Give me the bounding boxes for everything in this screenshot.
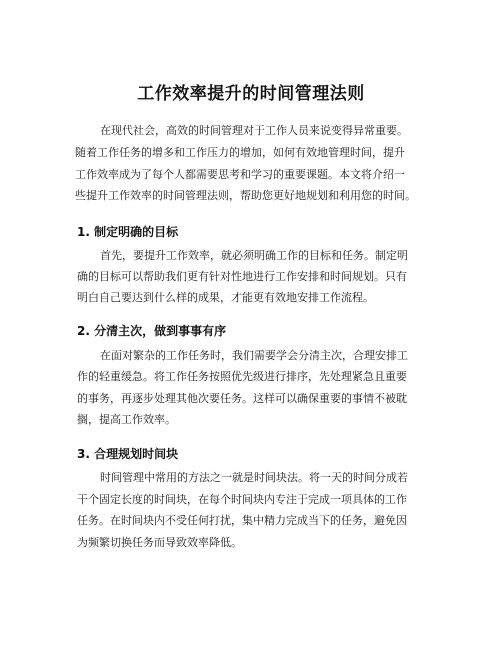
section-2-line-3: 的事务，再逐步处理其他次要任务。这样可以确保重要的事情不被耽 (77, 392, 407, 405)
document-title: 工作效率提升的时间管理法则 (137, 84, 365, 104)
section-2-line-2: 作的轻重缓急。将工作任务按照优先级进行排序，先处理紧急且重要 (77, 370, 407, 383)
section-3-line-3: 任务。在时间块内不受任何打扰，集中精力完成当下的任务，避免因 (77, 514, 407, 527)
intro-line-2: 随着工作任务的增多和工作压力的增加，如何有效地管理时间，提升 (75, 146, 405, 159)
section-1-line-3: 明白自己要达到什么样的成果，才能更有效地安排工作流程。 (77, 291, 374, 304)
section-3-line-4: 为频繁切换任务而导致效率降低。 (77, 536, 242, 549)
intro-line-4: 些提升工作效率的时间管理法则，帮助您更好地规划和利用您的时间。 (75, 189, 416, 202)
section-1-heading: 1. 制定明确的目标 (77, 225, 179, 239)
section-1-line-2: 确的目标可以帮助我们更有针对性地进行工作安排和时间规划。只有 (77, 270, 407, 283)
section-1-line-1: 首先，要提升工作效率，就必须明确工作的目标和任务。制定明 (100, 249, 408, 262)
section-3-line-1: 时间管理中常用的方法之一就是时间块法。将一天的时间分成若 (100, 471, 408, 484)
intro-line-3: 工作效率成为了每个人都需要思考和学习的重要课题。本文将介绍一 (75, 168, 405, 181)
section-2-heading: 2. 分清主次，做到事事有序 (77, 324, 227, 338)
section-3-heading: 3. 合理规划时间块 (77, 447, 179, 461)
section-2-line-1: 在面对繁杂的工作任务时，我们需要学会分清主次，合理安排工 (100, 349, 408, 362)
section-2-line-4: 搁，提高工作效率。 (77, 413, 176, 426)
intro-line-1: 在现代社会，高效的时间管理对于工作人员来说变得异常重要。 (100, 124, 408, 137)
section-3-line-2: 干个固定长度的时间块，在每个时间块内专注于完成一项具体的工作 (77, 493, 407, 506)
